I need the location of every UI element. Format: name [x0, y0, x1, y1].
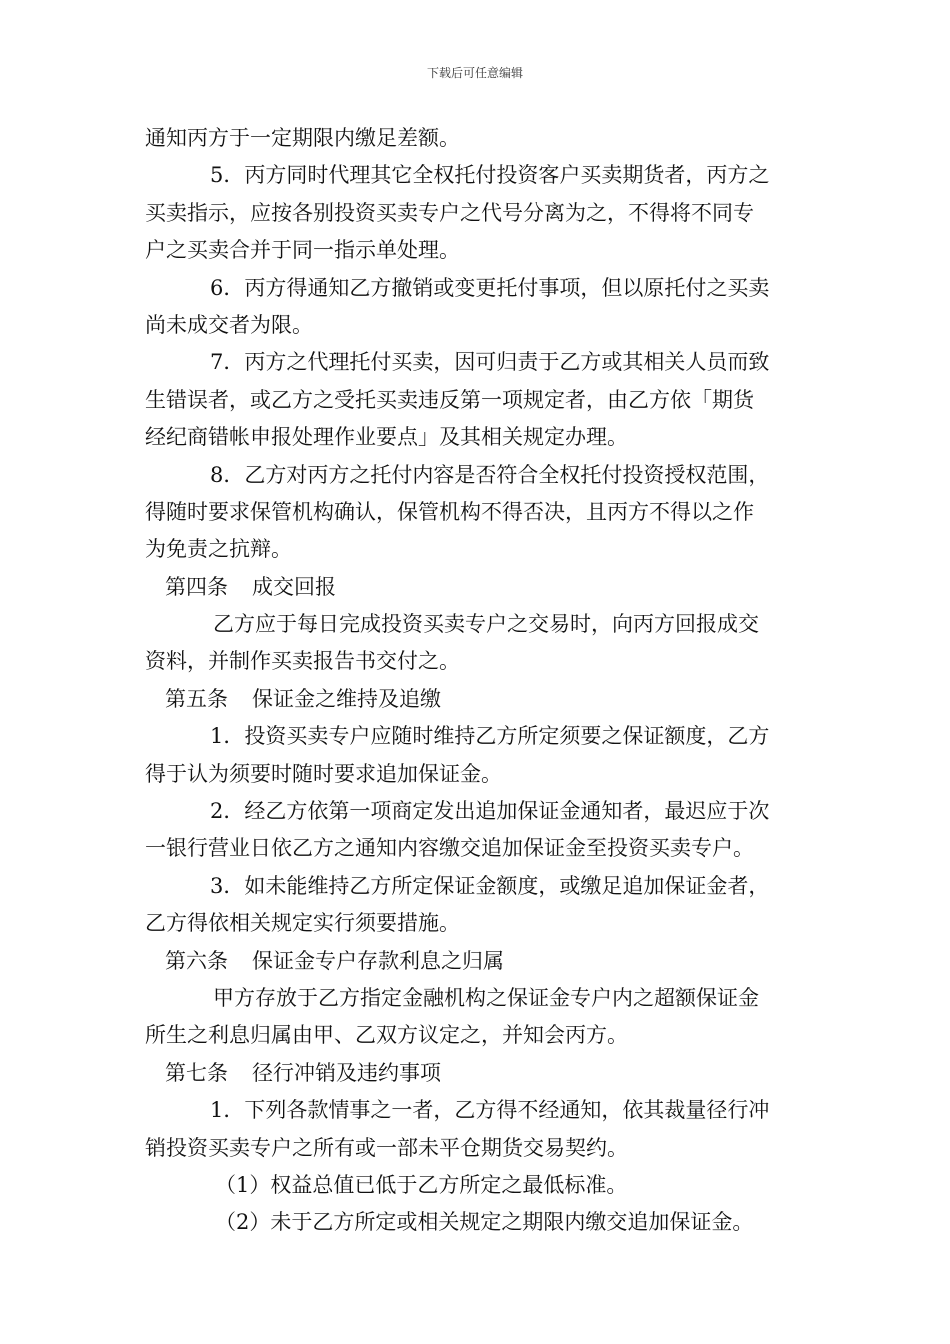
- article-heading: [145, 681, 807, 718]
- article-title: 径行冲销及违约事项: [252, 1060, 441, 1085]
- text-line: 6．丙方得通知乙方撤销或变更托付事项，但以原托付之买卖: [210, 275, 770, 300]
- text-line: 8．乙方对丙方之托付内容是否符合全权托付投资授权范围，: [210, 462, 770, 487]
- text-line: 乙方得依相关规定实行须要措施。: [145, 911, 460, 936]
- text-line: 经纪商错帐申报处理作业要点」及其相关规定办理。: [145, 425, 628, 450]
- document-body: [145, 120, 807, 1242]
- text-line: 乙方应于每日完成投资买卖专户之交易时，向丙方回报成交: [213, 612, 759, 637]
- article-heading: [145, 569, 807, 606]
- article-title: 保证金之维持及追缴: [252, 686, 441, 711]
- text-line: 所生之利息归属由甲、乙双方议定之，并知会丙方。: [145, 1023, 628, 1048]
- text-line: 1．投资买卖专户应随时维持乙方所定须要之保证额度，乙方: [210, 724, 770, 749]
- text-line: 通知丙方于一定期限内缴足差额。: [145, 126, 460, 150]
- text-line: 一银行营业日依乙方之通知内容缴交追加保证金至投资买卖专户。: [145, 836, 754, 861]
- text-line: 为免责之抗辩。: [145, 537, 292, 562]
- article-number: 第七条: [165, 1060, 228, 1085]
- text-line: 得于认为须要时随时要求追加保证金。: [145, 761, 502, 786]
- text-line: 7．丙方之代理托付买卖，因可归责于乙方或其相关人员而致: [210, 350, 770, 375]
- text-line: 销投资买卖专户之所有或一部未平仓期货交易契约。: [145, 1135, 628, 1160]
- text-line: 尚未成交者为限。: [145, 312, 313, 337]
- article-heading: [145, 1055, 807, 1092]
- text-line: （1）权益总值已低于乙方所定之最低标准。: [215, 1172, 628, 1197]
- article-number: 第五条: [165, 686, 228, 711]
- text-line: 资料，并制作买卖报告书交付之。: [145, 649, 460, 674]
- page-header: 下载后可任意编辑: [426, 66, 523, 80]
- text-line: 3．如未能维持乙方所定保证金额度，或缴足追加保证金者，: [210, 873, 770, 898]
- article-title: 保证金专户存款利息之归属: [252, 948, 504, 973]
- text-line: 得随时要求保管机构确认，保管机构不得否决，且丙方不得以之作: [145, 499, 754, 524]
- article-title: 成交回报: [252, 574, 336, 599]
- text-line: 2．经乙方依第一项商定发出追加保证金通知者，最迟应于次: [210, 799, 770, 824]
- text-line: 户之买卖合并于同一指示单处理。: [145, 238, 460, 263]
- text-line: （2）未于乙方所定或相关规定之期限内缴交追加保证金。: [215, 1210, 754, 1235]
- text-line: 生错误者，或乙方之受托买卖违反第一项规定者，由乙方依「期货: [145, 387, 754, 412]
- text-line: 5．丙方同时代理其它全权托付投资客户买卖期货者，丙方之: [210, 163, 770, 188]
- article-heading: [145, 943, 807, 980]
- article-number: 第六条: [165, 948, 228, 973]
- text-line: 买卖指示，应按各别投资买卖专户之代号分离为之，不得将不同专: [145, 200, 754, 225]
- text-line: 甲方存放于乙方指定金融机构之保证金专户内之超额保证金: [213, 985, 759, 1010]
- article-number: 第四条: [165, 574, 228, 599]
- text-line: 1．下列各款情事之一者，乙方得不经通知，依其裁量径行冲: [210, 1098, 770, 1123]
